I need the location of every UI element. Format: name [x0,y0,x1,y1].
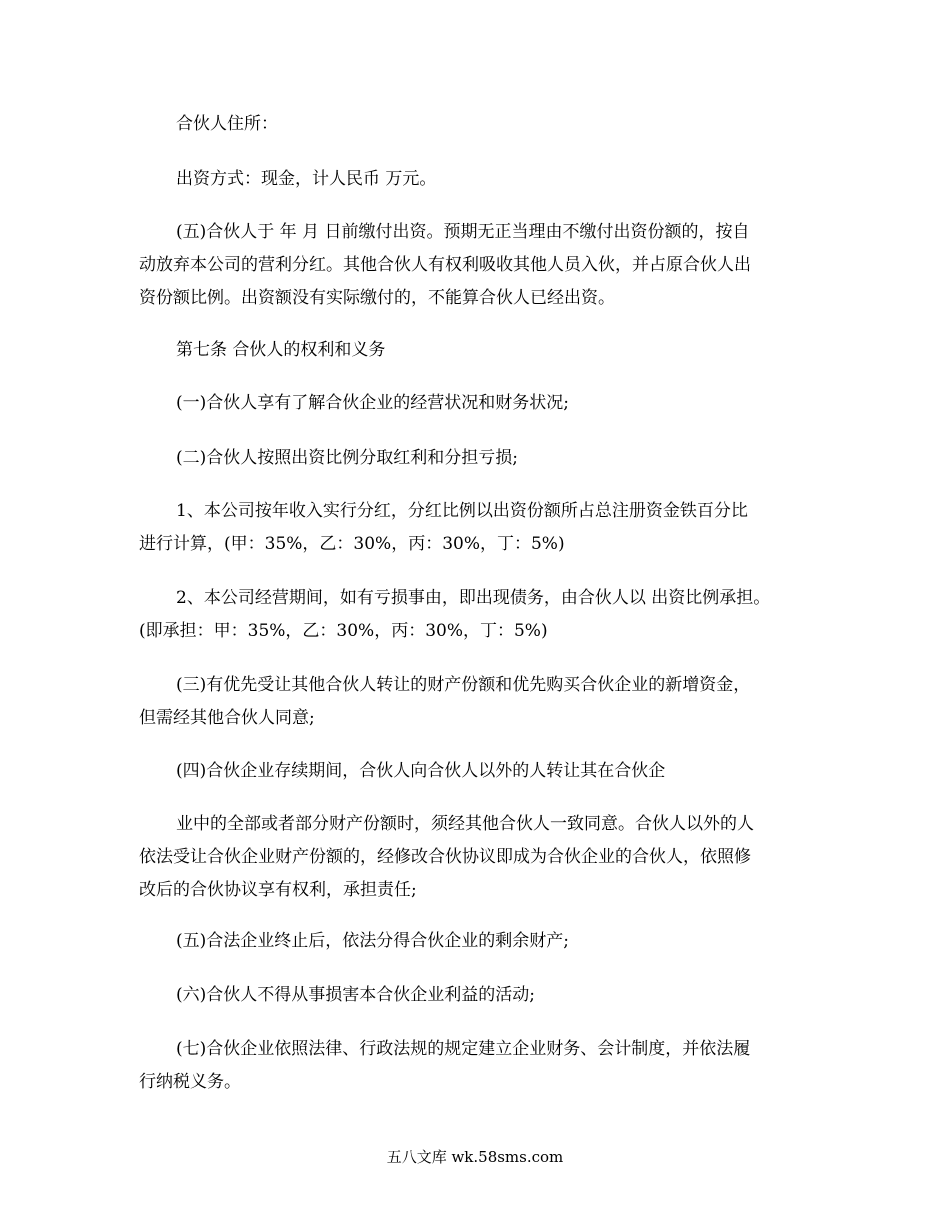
text-line: 合伙人住所： [176,114,278,134]
text-line: 动放弃本公司的营利分红。其他合伙人有权利吸收其他人员入伙，并占原合伙人出 [139,255,751,275]
text-line: (二)合伙人按照出资比例分取红利和分担亏损; [176,448,518,468]
text-line: (三)有优先受让其他合伙人转让的财产份额和优先购买合伙企业的新增资金， [176,675,751,695]
paragraph-no-harm [139,979,819,1012]
paragraph-preemptive-right [139,669,819,735]
text-line: (五)合法企业终止后，依法分得合伙企业的剩余财产; [176,931,569,951]
page-footer: 五八文库 wk.58sms.com [386,1148,564,1166]
paragraph-contribution-method [139,163,819,196]
text-line: (七)合伙企业依照法律、行政法规的规定建立企业财务、会计制度，并依法履 [176,1039,751,1059]
text-line: 进行计算，(甲：35%，乙：30%，丙：30%，丁：5%) [139,534,565,554]
text-line: (六)合伙人不得从事损害本合伙企业利益的活动; [176,985,535,1005]
paragraph-profit-loss-sharing [139,442,819,475]
paragraph-accounting-tax [139,1033,819,1099]
text-line: 行纳税义务。 [139,1072,241,1092]
paragraph-transfer-consent [139,808,819,907]
text-line: 业中的全部或者部分财产份额时，须经其他合伙人一致同意。合伙人以外的人 [176,814,754,834]
text-line: 但需经其他合伙人同意; [139,708,315,728]
text-line: 出资方式：现金，计人民币 万元。 [176,169,437,189]
paragraph-dividend-ratio [139,495,819,561]
text-line: 资份额比例。出资额没有实际缴付的，不能算合伙人已经出资。 [139,288,615,308]
paragraph-remaining-assets [139,925,819,958]
text-line: 改后的合伙协议享有权利，承担责任; [139,880,417,900]
text-line: 依法受让合伙企业财产份额的，经修改合伙协议即成为合伙企业的合伙人，依照修 [139,847,751,867]
section-heading-article-7 [139,334,819,367]
text-line: 2、本公司经营期间，如有亏损事由，即出现债务，由合伙人以 出资比例承担。 [176,588,771,608]
paragraph-right-to-information [139,387,819,420]
text-line: (四)合伙企业存续期间，合伙人向合伙人以外的人转让其在合伙企 [176,761,666,781]
text-line: (五)合伙人于 年 月 日前缴付出资。预期无正当理由不缴付出资份额的，按自 [176,222,750,242]
text-line: 第七条 合伙人的权利和义务 [176,340,386,360]
paragraph-loss-bearing [139,582,819,648]
text-line: (即承担：甲：35%，乙：30%，丙：30%，丁：5%) [139,621,548,641]
paragraph-payment-deadline [139,216,819,315]
text-line: (一)合伙人享有了解合伙企业的经营状况和财务状况; [176,393,569,413]
paragraph-partner-residence [139,108,819,141]
text-line: 1、本公司按年收入实行分红，分红比例以出资份额所占总注册资金铁百分比 [176,501,748,521]
paragraph-transfer-outside [139,755,819,788]
